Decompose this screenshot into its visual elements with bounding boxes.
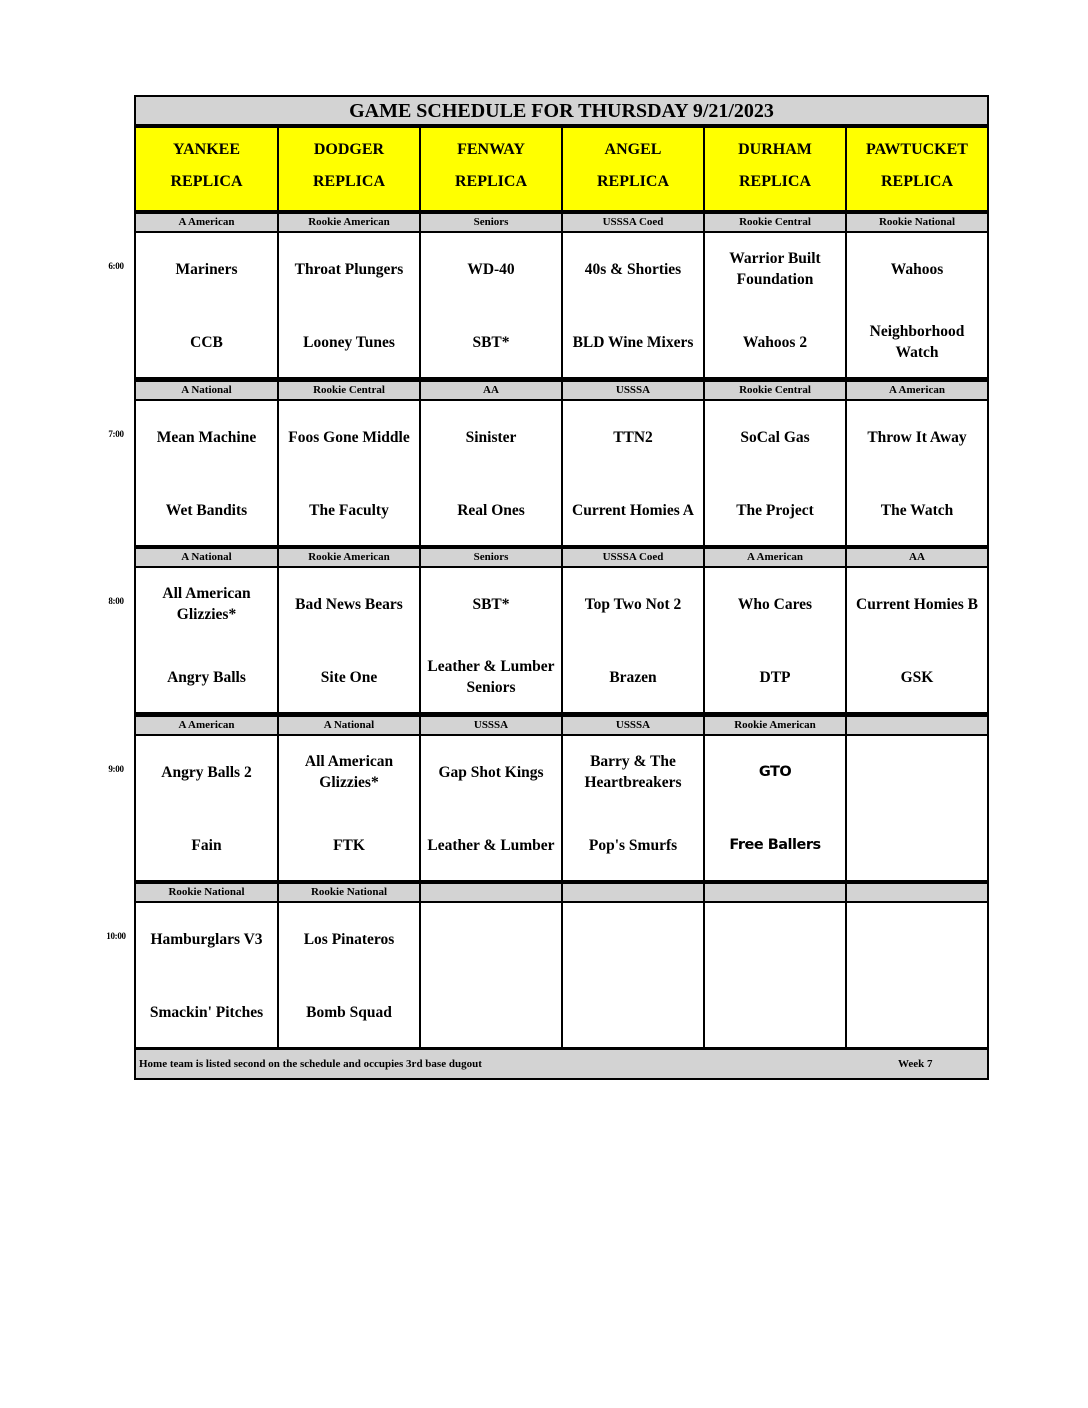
game-cell [705, 401, 845, 545]
field-subtitle: REPLICA [312, 173, 385, 190]
game-cell [421, 401, 561, 545]
division-label [847, 717, 987, 734]
game-cell [847, 401, 987, 545]
division-label: A National [136, 549, 277, 566]
field-name: DURHAM [738, 141, 812, 158]
home-team: The Faculty [309, 501, 389, 519]
division-label: A National [136, 382, 277, 399]
home-team: Fain [191, 836, 222, 854]
home-team: Real Ones [457, 501, 525, 519]
game-cell [136, 568, 277, 712]
division-label: AA [847, 549, 987, 566]
home-team [847, 823, 987, 867]
field-header [136, 128, 277, 210]
game-cell [279, 736, 419, 880]
field-subtitle: REPLICA [454, 173, 527, 190]
away-team: SBT* [472, 595, 510, 613]
away-team: All American Glizzies* [162, 585, 251, 623]
away-team: Who Cares [737, 595, 813, 613]
away-team: Bad News Bears [295, 595, 403, 613]
division-label: A American [847, 382, 987, 399]
away-team: Los Pinateros [303, 930, 395, 948]
field-subtitle: REPLICA [738, 173, 811, 190]
field-name: PAWTUCKET [866, 141, 968, 158]
game-cell [421, 903, 561, 1047]
away-team: Top Two Not 2 [584, 595, 682, 613]
division-label: USSSA [563, 382, 703, 399]
division-label: USSSA [421, 717, 561, 734]
home-team: The Project [736, 501, 814, 519]
game-cell [136, 903, 277, 1047]
game-cell [847, 736, 987, 880]
away-team: All American Glizzies* [304, 753, 394, 791]
field-name: DODGER [313, 141, 385, 158]
field-header [563, 128, 703, 210]
away-team: SoCal Gas [740, 428, 810, 446]
away-team: Barry & The Heartbreakers [584, 753, 682, 791]
home-team: DTP [759, 668, 791, 686]
game-cell [847, 903, 987, 1047]
division-label: Seniors [421, 549, 561, 566]
game-cell [136, 736, 277, 880]
field-subtitle: REPLICA [880, 173, 953, 190]
field-name: FENWAY [457, 141, 525, 158]
division-label: A American [136, 214, 277, 231]
home-team [421, 990, 561, 1034]
away-team: Gap Shot Kings [438, 763, 544, 781]
home-team: Brazen [609, 668, 657, 686]
away-team: Foos Gone Middle [288, 428, 410, 446]
home-team-note: Home team is listed second on the schedule and occupies 3rd base dugout [139, 1058, 482, 1070]
time-slot-label: 7:00 [108, 429, 124, 439]
home-team: The Watch [880, 501, 954, 519]
game-cell [136, 233, 277, 377]
division-label: Rookie National [136, 884, 277, 901]
game-cell [705, 233, 845, 377]
division-label: Rookie Central [279, 382, 419, 399]
home-team: Angry Balls [167, 668, 246, 686]
away-team [421, 917, 561, 961]
division-label: Rookie Central [705, 382, 845, 399]
division-label: Rookie American [279, 214, 419, 231]
game-cell [421, 736, 561, 880]
home-team: SBT* [472, 333, 510, 351]
game-cell [563, 903, 703, 1047]
home-team: Looney Tunes [303, 333, 395, 351]
away-team: GTO [758, 763, 792, 780]
home-team [847, 990, 987, 1034]
game-cell [563, 736, 703, 880]
division-label [421, 884, 561, 901]
away-team: Angry Balls 2 [161, 763, 252, 781]
away-team [847, 750, 987, 794]
home-team: Leather & Lumber Seniors [427, 658, 555, 696]
field-subtitle: REPLICA [170, 173, 243, 190]
away-team: Hamburglars V3 [150, 930, 263, 948]
field-name: YANKEE [173, 141, 240, 158]
field-header [847, 128, 987, 210]
game-cell [279, 401, 419, 545]
field-header [421, 128, 561, 210]
home-team: Smackin' Pitches [149, 1003, 264, 1021]
home-team [705, 990, 845, 1034]
home-team: CCB [190, 333, 223, 351]
away-team [705, 917, 845, 961]
time-slot-label: 6:00 [108, 261, 124, 271]
home-team: Wahoos 2 [742, 333, 808, 351]
division-label [847, 884, 987, 901]
game-cell [136, 401, 277, 545]
game-cell [847, 233, 987, 377]
schedule-table [134, 95, 989, 1080]
field-header [705, 128, 845, 210]
division-label: USSSA Coed [563, 549, 703, 566]
home-team [563, 990, 703, 1034]
time-slot-label: 10:00 [106, 931, 126, 941]
time-slot-label: 8:00 [108, 596, 124, 606]
home-team: FTK [333, 836, 365, 854]
home-team: Wet Bandits [165, 501, 248, 519]
away-team: Throw It Away [867, 428, 967, 446]
home-team: Free Ballers [729, 836, 821, 853]
away-team: TTN2 [613, 428, 653, 446]
division-label: Seniors [421, 214, 561, 231]
division-label: A National [279, 717, 419, 734]
home-team: Neighborhood Watch [869, 323, 965, 361]
division-label: Rookie National [847, 214, 987, 231]
home-team: Pop's Smurfs [588, 836, 678, 854]
division-label: Rookie American [279, 549, 419, 566]
away-team: Mariners [175, 260, 238, 278]
away-team: Sinister [465, 428, 517, 446]
division-label: A American [136, 717, 277, 734]
game-cell [563, 233, 703, 377]
home-team: Site One [320, 668, 378, 686]
away-team: Throat Plungers [294, 260, 404, 278]
division-label: AA [421, 382, 561, 399]
home-team: Current Homies A [572, 501, 694, 519]
division-label [705, 884, 845, 901]
away-team: 40s & Shorties [584, 260, 682, 278]
division-label [563, 884, 703, 901]
schedule-footer [136, 1050, 987, 1078]
schedule-title: GAME SCHEDULE FOR THURSDAY 9/21/2023 [136, 97, 987, 126]
home-team: GSK [900, 668, 934, 686]
away-team: Warrior Built Foundation [729, 250, 821, 288]
division-label: USSSA Coed [563, 214, 703, 231]
field-header [279, 128, 419, 210]
field-subtitle: REPLICA [596, 173, 669, 190]
game-cell [563, 568, 703, 712]
game-cell [563, 401, 703, 545]
division-label: Rookie National [279, 884, 419, 901]
game-cell [847, 568, 987, 712]
game-cell [279, 568, 419, 712]
division-label: A American [705, 549, 845, 566]
division-label: Rookie Central [705, 214, 845, 231]
game-cell [279, 233, 419, 377]
away-team: Wahoos [890, 260, 944, 278]
game-cell [705, 568, 845, 712]
game-cell [421, 233, 561, 377]
game-cell [279, 903, 419, 1047]
game-cell [705, 903, 845, 1047]
home-team: Bomb Squad [306, 1003, 392, 1021]
away-team: Mean Machine [156, 428, 257, 446]
away-team: WD-40 [467, 260, 515, 278]
away-team: Current Homies B [856, 595, 978, 613]
away-team [563, 917, 703, 961]
division-label: USSSA [563, 717, 703, 734]
division-label: Rookie American [705, 717, 845, 734]
game-cell [705, 736, 845, 880]
home-team: BLD Wine Mixers [572, 333, 694, 351]
home-team: Leather & Lumber [427, 836, 555, 854]
away-team [847, 917, 987, 961]
game-cell [421, 568, 561, 712]
field-name: ANGEL [604, 141, 662, 158]
week-label: Week 7 [898, 1058, 933, 1070]
time-slot-label: 9:00 [108, 764, 124, 774]
